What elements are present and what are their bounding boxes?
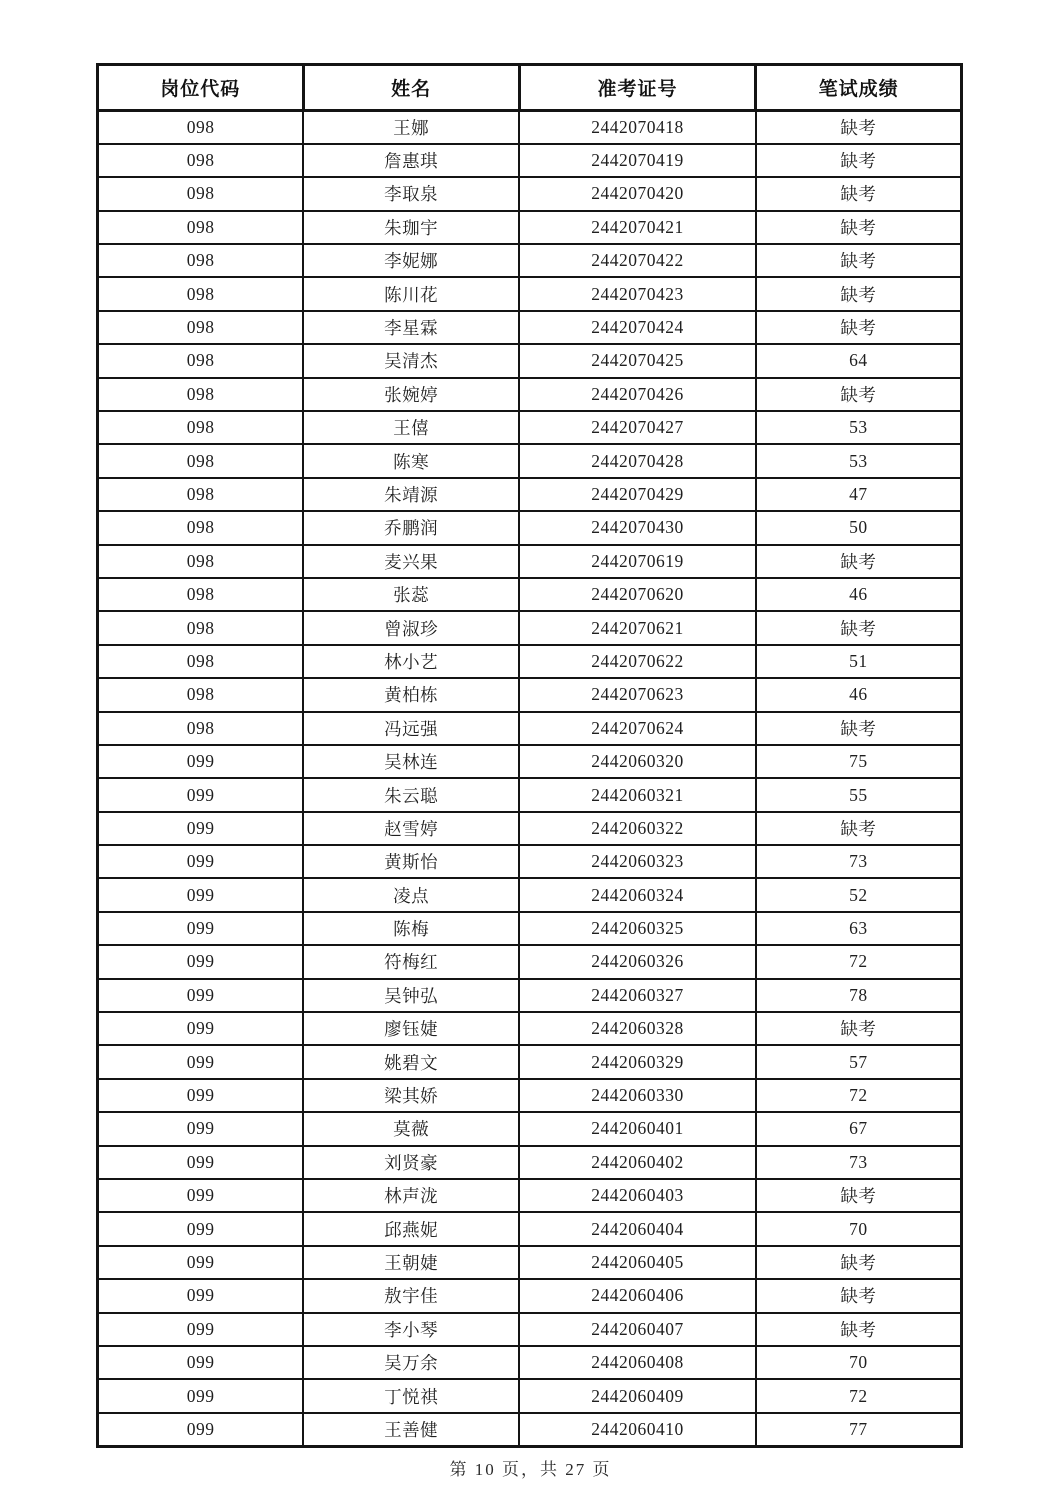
cell-ticket-number: 2442060321 <box>519 778 756 811</box>
cell-written-score: 70 <box>756 1212 962 1245</box>
table-row <box>98 678 962 711</box>
cell-written-score: 缺考 <box>756 211 962 244</box>
cell-ticket-number: 2442070425 <box>519 344 756 377</box>
table-row <box>98 878 962 911</box>
table-row <box>98 177 962 210</box>
cell-name: 吴钟弘 <box>303 979 519 1012</box>
cell-ticket-number: 2442070429 <box>519 478 756 511</box>
cell-name: 吴万余 <box>303 1346 519 1379</box>
cell-position-code: 098 <box>98 712 304 745</box>
table-row <box>98 1413 962 1446</box>
cell-ticket-number: 2442060330 <box>519 1079 756 1112</box>
cell-written-score: 缺考 <box>756 1179 962 1212</box>
table-row <box>98 745 962 778</box>
table-row <box>98 812 962 845</box>
cell-ticket-number: 2442070426 <box>519 378 756 411</box>
cell-ticket-number: 2442070423 <box>519 277 756 310</box>
cell-position-code: 099 <box>98 1112 304 1145</box>
cell-name: 王僖 <box>303 411 519 444</box>
cell-position-code: 098 <box>98 645 304 678</box>
cell-written-score: 46 <box>756 678 962 711</box>
cell-ticket-number: 2442070624 <box>519 712 756 745</box>
cell-position-code: 098 <box>98 378 304 411</box>
table-row <box>98 378 962 411</box>
cell-position-code: 098 <box>98 311 304 344</box>
cell-written-score: 72 <box>756 1379 962 1412</box>
cell-ticket-number: 2442060326 <box>519 945 756 978</box>
cell-name: 林小艺 <box>303 645 519 678</box>
cell-written-score: 72 <box>756 945 962 978</box>
cell-position-code: 099 <box>98 912 304 945</box>
cell-ticket-number: 2442060409 <box>519 1379 756 1412</box>
cell-written-score: 75 <box>756 745 962 778</box>
cell-name: 李星霖 <box>303 311 519 344</box>
cell-ticket-number: 2442060404 <box>519 1212 756 1245</box>
cell-written-score: 73 <box>756 845 962 878</box>
table-row <box>98 645 962 678</box>
table-row <box>98 1012 962 1045</box>
cell-name: 陈寒 <box>303 444 519 477</box>
cell-name: 廖钰婕 <box>303 1012 519 1045</box>
cell-name: 詹惠琪 <box>303 144 519 177</box>
cell-ticket-number: 2442060410 <box>519 1413 756 1446</box>
cell-written-score: 53 <box>756 411 962 444</box>
cell-name: 吴清杰 <box>303 344 519 377</box>
cell-position-code: 099 <box>98 1346 304 1379</box>
cell-name: 曾淑珍 <box>303 611 519 644</box>
table-row <box>98 979 962 1012</box>
cell-name: 麦兴果 <box>303 545 519 578</box>
cell-ticket-number: 2442060405 <box>519 1246 756 1279</box>
cell-name: 乔鹏润 <box>303 511 519 544</box>
cell-position-code: 099 <box>98 979 304 1012</box>
table-row <box>98 411 962 444</box>
cell-position-code: 099 <box>98 1313 304 1346</box>
cell-ticket-number: 2442060328 <box>519 1012 756 1045</box>
cell-position-code: 099 <box>98 812 304 845</box>
cell-written-score: 缺考 <box>756 144 962 177</box>
cell-ticket-number: 2442060323 <box>519 845 756 878</box>
cell-written-score: 63 <box>756 912 962 945</box>
cell-ticket-number: 2442070424 <box>519 311 756 344</box>
cell-name: 朱云聪 <box>303 778 519 811</box>
cell-ticket-number: 2442060324 <box>519 878 756 911</box>
cell-written-score: 47 <box>756 478 962 511</box>
cell-position-code: 098 <box>98 578 304 611</box>
cell-name: 丁悦祺 <box>303 1379 519 1412</box>
cell-written-score: 缺考 <box>756 1313 962 1346</box>
table-row <box>98 1045 962 1078</box>
cell-position-code: 098 <box>98 211 304 244</box>
cell-position-code: 098 <box>98 244 304 277</box>
cell-ticket-number: 2442070619 <box>519 545 756 578</box>
cell-name: 姚碧文 <box>303 1045 519 1078</box>
cell-written-score: 缺考 <box>756 545 962 578</box>
cell-ticket-number: 2442070623 <box>519 678 756 711</box>
table-row <box>98 1379 962 1412</box>
page-number-footer: 第 10 页，共 27 页 <box>449 1460 612 1479</box>
cell-position-code: 098 <box>98 611 304 644</box>
cell-name: 赵雪婷 <box>303 812 519 845</box>
cell-position-code: 099 <box>98 1279 304 1312</box>
table-row <box>98 244 962 277</box>
cell-name: 敖宇佳 <box>303 1279 519 1312</box>
cell-ticket-number: 2442060320 <box>519 745 756 778</box>
table-row <box>98 311 962 344</box>
cell-position-code: 099 <box>98 1146 304 1179</box>
cell-written-score: 55 <box>756 778 962 811</box>
cell-written-score: 46 <box>756 578 962 611</box>
cell-ticket-number: 2442060325 <box>519 912 756 945</box>
cell-written-score: 50 <box>756 511 962 544</box>
table-row <box>98 344 962 377</box>
cell-position-code: 099 <box>98 1079 304 1112</box>
cell-position-code: 098 <box>98 444 304 477</box>
cell-ticket-number: 2442060408 <box>519 1346 756 1379</box>
cell-name: 张婉婷 <box>303 378 519 411</box>
cell-ticket-number: 2442070420 <box>519 177 756 210</box>
table-row <box>98 1146 962 1179</box>
table-row <box>98 778 962 811</box>
table-row <box>98 511 962 544</box>
table-row <box>98 444 962 477</box>
table-row <box>98 845 962 878</box>
cell-position-code: 099 <box>98 745 304 778</box>
cell-position-code: 098 <box>98 177 304 210</box>
cell-name: 黄柏栋 <box>303 678 519 711</box>
cell-name: 林声泷 <box>303 1179 519 1212</box>
cell-ticket-number: 2442070430 <box>519 511 756 544</box>
cell-name: 邱燕妮 <box>303 1212 519 1245</box>
cell-position-code: 098 <box>98 478 304 511</box>
cell-written-score: 缺考 <box>756 1012 962 1045</box>
cell-ticket-number: 2442070421 <box>519 211 756 244</box>
cell-ticket-number: 2442060322 <box>519 812 756 845</box>
cell-name: 符梅红 <box>303 945 519 978</box>
cell-position-code: 099 <box>98 1045 304 1078</box>
cell-written-score: 72 <box>756 1079 962 1112</box>
table-row <box>98 1346 962 1379</box>
cell-name: 陈梅 <box>303 912 519 945</box>
cell-written-score: 缺考 <box>756 611 962 644</box>
cell-name: 张蕊 <box>303 578 519 611</box>
cell-position-code: 099 <box>98 945 304 978</box>
table-row <box>98 712 962 745</box>
cell-name: 刘贤豪 <box>303 1146 519 1179</box>
cell-position-code: 098 <box>98 144 304 177</box>
cell-position-code: 098 <box>98 545 304 578</box>
table-row <box>98 945 962 978</box>
table-body <box>98 111 962 1447</box>
cell-position-code: 098 <box>98 111 304 144</box>
cell-written-score: 67 <box>756 1112 962 1145</box>
table-header-row <box>98 65 962 111</box>
cell-position-code: 098 <box>98 411 304 444</box>
cell-written-score: 78 <box>756 979 962 1012</box>
cell-written-score: 57 <box>756 1045 962 1078</box>
cell-name: 黄斯怡 <box>303 845 519 878</box>
cell-name: 吴林连 <box>303 745 519 778</box>
cell-ticket-number: 2442070622 <box>519 645 756 678</box>
cell-name: 凌点 <box>303 878 519 911</box>
cell-name: 李取泉 <box>303 177 519 210</box>
cell-position-code: 098 <box>98 344 304 377</box>
cell-position-code: 099 <box>98 1212 304 1245</box>
cell-ticket-number: 2442070428 <box>519 444 756 477</box>
cell-position-code: 099 <box>98 1379 304 1412</box>
table-row <box>98 1313 962 1346</box>
cell-position-code: 099 <box>98 1413 304 1446</box>
table-row <box>98 211 962 244</box>
cell-ticket-number: 2442070419 <box>519 144 756 177</box>
cell-position-code: 098 <box>98 511 304 544</box>
cell-written-score: 73 <box>756 1146 962 1179</box>
cell-written-score: 缺考 <box>756 712 962 745</box>
cell-name: 朱靖源 <box>303 478 519 511</box>
cell-written-score: 缺考 <box>756 1279 962 1312</box>
cell-written-score: 51 <box>756 645 962 678</box>
cell-ticket-number: 2442060327 <box>519 979 756 1012</box>
cell-ticket-number: 2442060401 <box>519 1112 756 1145</box>
cell-ticket-number: 2442070620 <box>519 578 756 611</box>
cell-written-score: 70 <box>756 1346 962 1379</box>
cell-written-score: 64 <box>756 344 962 377</box>
cell-name: 莫薇 <box>303 1112 519 1145</box>
cell-name: 李小琴 <box>303 1313 519 1346</box>
cell-written-score: 缺考 <box>756 1246 962 1279</box>
cell-position-code: 099 <box>98 1012 304 1045</box>
table-row <box>98 611 962 644</box>
cell-name: 王娜 <box>303 111 519 144</box>
table-row <box>98 578 962 611</box>
header-written-score: 笔试成绩 <box>756 65 962 111</box>
table-row <box>98 478 962 511</box>
cell-name: 陈川花 <box>303 277 519 310</box>
table-row <box>98 1212 962 1245</box>
table-row <box>98 144 962 177</box>
cell-ticket-number: 2442070427 <box>519 411 756 444</box>
header-ticket-number: 准考证号 <box>519 65 756 111</box>
cell-written-score: 缺考 <box>756 177 962 210</box>
cell-ticket-number: 2442060402 <box>519 1146 756 1179</box>
table-row <box>98 277 962 310</box>
cell-name: 李妮娜 <box>303 244 519 277</box>
cell-name: 王善健 <box>303 1413 519 1446</box>
cell-written-score: 77 <box>756 1413 962 1446</box>
exam-results-table <box>96 63 963 1448</box>
table-row <box>98 912 962 945</box>
table-row <box>98 545 962 578</box>
cell-ticket-number: 2442060403 <box>519 1179 756 1212</box>
table-row <box>98 111 962 144</box>
cell-position-code: 099 <box>98 1179 304 1212</box>
cell-written-score: 缺考 <box>756 111 962 144</box>
cell-position-code: 099 <box>98 878 304 911</box>
table-row <box>98 1246 962 1279</box>
cell-written-score: 52 <box>756 878 962 911</box>
cell-position-code: 099 <box>98 1246 304 1279</box>
cell-ticket-number: 2442060407 <box>519 1313 756 1346</box>
cell-position-code: 099 <box>98 845 304 878</box>
cell-written-score: 53 <box>756 444 962 477</box>
cell-written-score: 缺考 <box>756 812 962 845</box>
cell-ticket-number: 2442060406 <box>519 1279 756 1312</box>
cell-name: 王朝婕 <box>303 1246 519 1279</box>
cell-name: 朱珈宇 <box>303 211 519 244</box>
cell-ticket-number: 2442070621 <box>519 611 756 644</box>
cell-position-code: 099 <box>98 778 304 811</box>
cell-written-score: 缺考 <box>756 378 962 411</box>
cell-written-score: 缺考 <box>756 244 962 277</box>
table-row <box>98 1179 962 1212</box>
header-position-code: 岗位代码 <box>98 65 304 111</box>
cell-ticket-number: 2442070422 <box>519 244 756 277</box>
cell-name: 冯远强 <box>303 712 519 745</box>
cell-written-score: 缺考 <box>756 277 962 310</box>
header-name: 姓名 <box>303 65 519 111</box>
table-row <box>98 1112 962 1145</box>
cell-name: 梁其娇 <box>303 1079 519 1112</box>
cell-position-code: 098 <box>98 277 304 310</box>
cell-ticket-number: 2442060329 <box>519 1045 756 1078</box>
cell-written-score: 缺考 <box>756 311 962 344</box>
table-row <box>98 1079 962 1112</box>
table-row <box>98 1279 962 1312</box>
cell-ticket-number: 2442070418 <box>519 111 756 144</box>
cell-position-code: 098 <box>98 678 304 711</box>
